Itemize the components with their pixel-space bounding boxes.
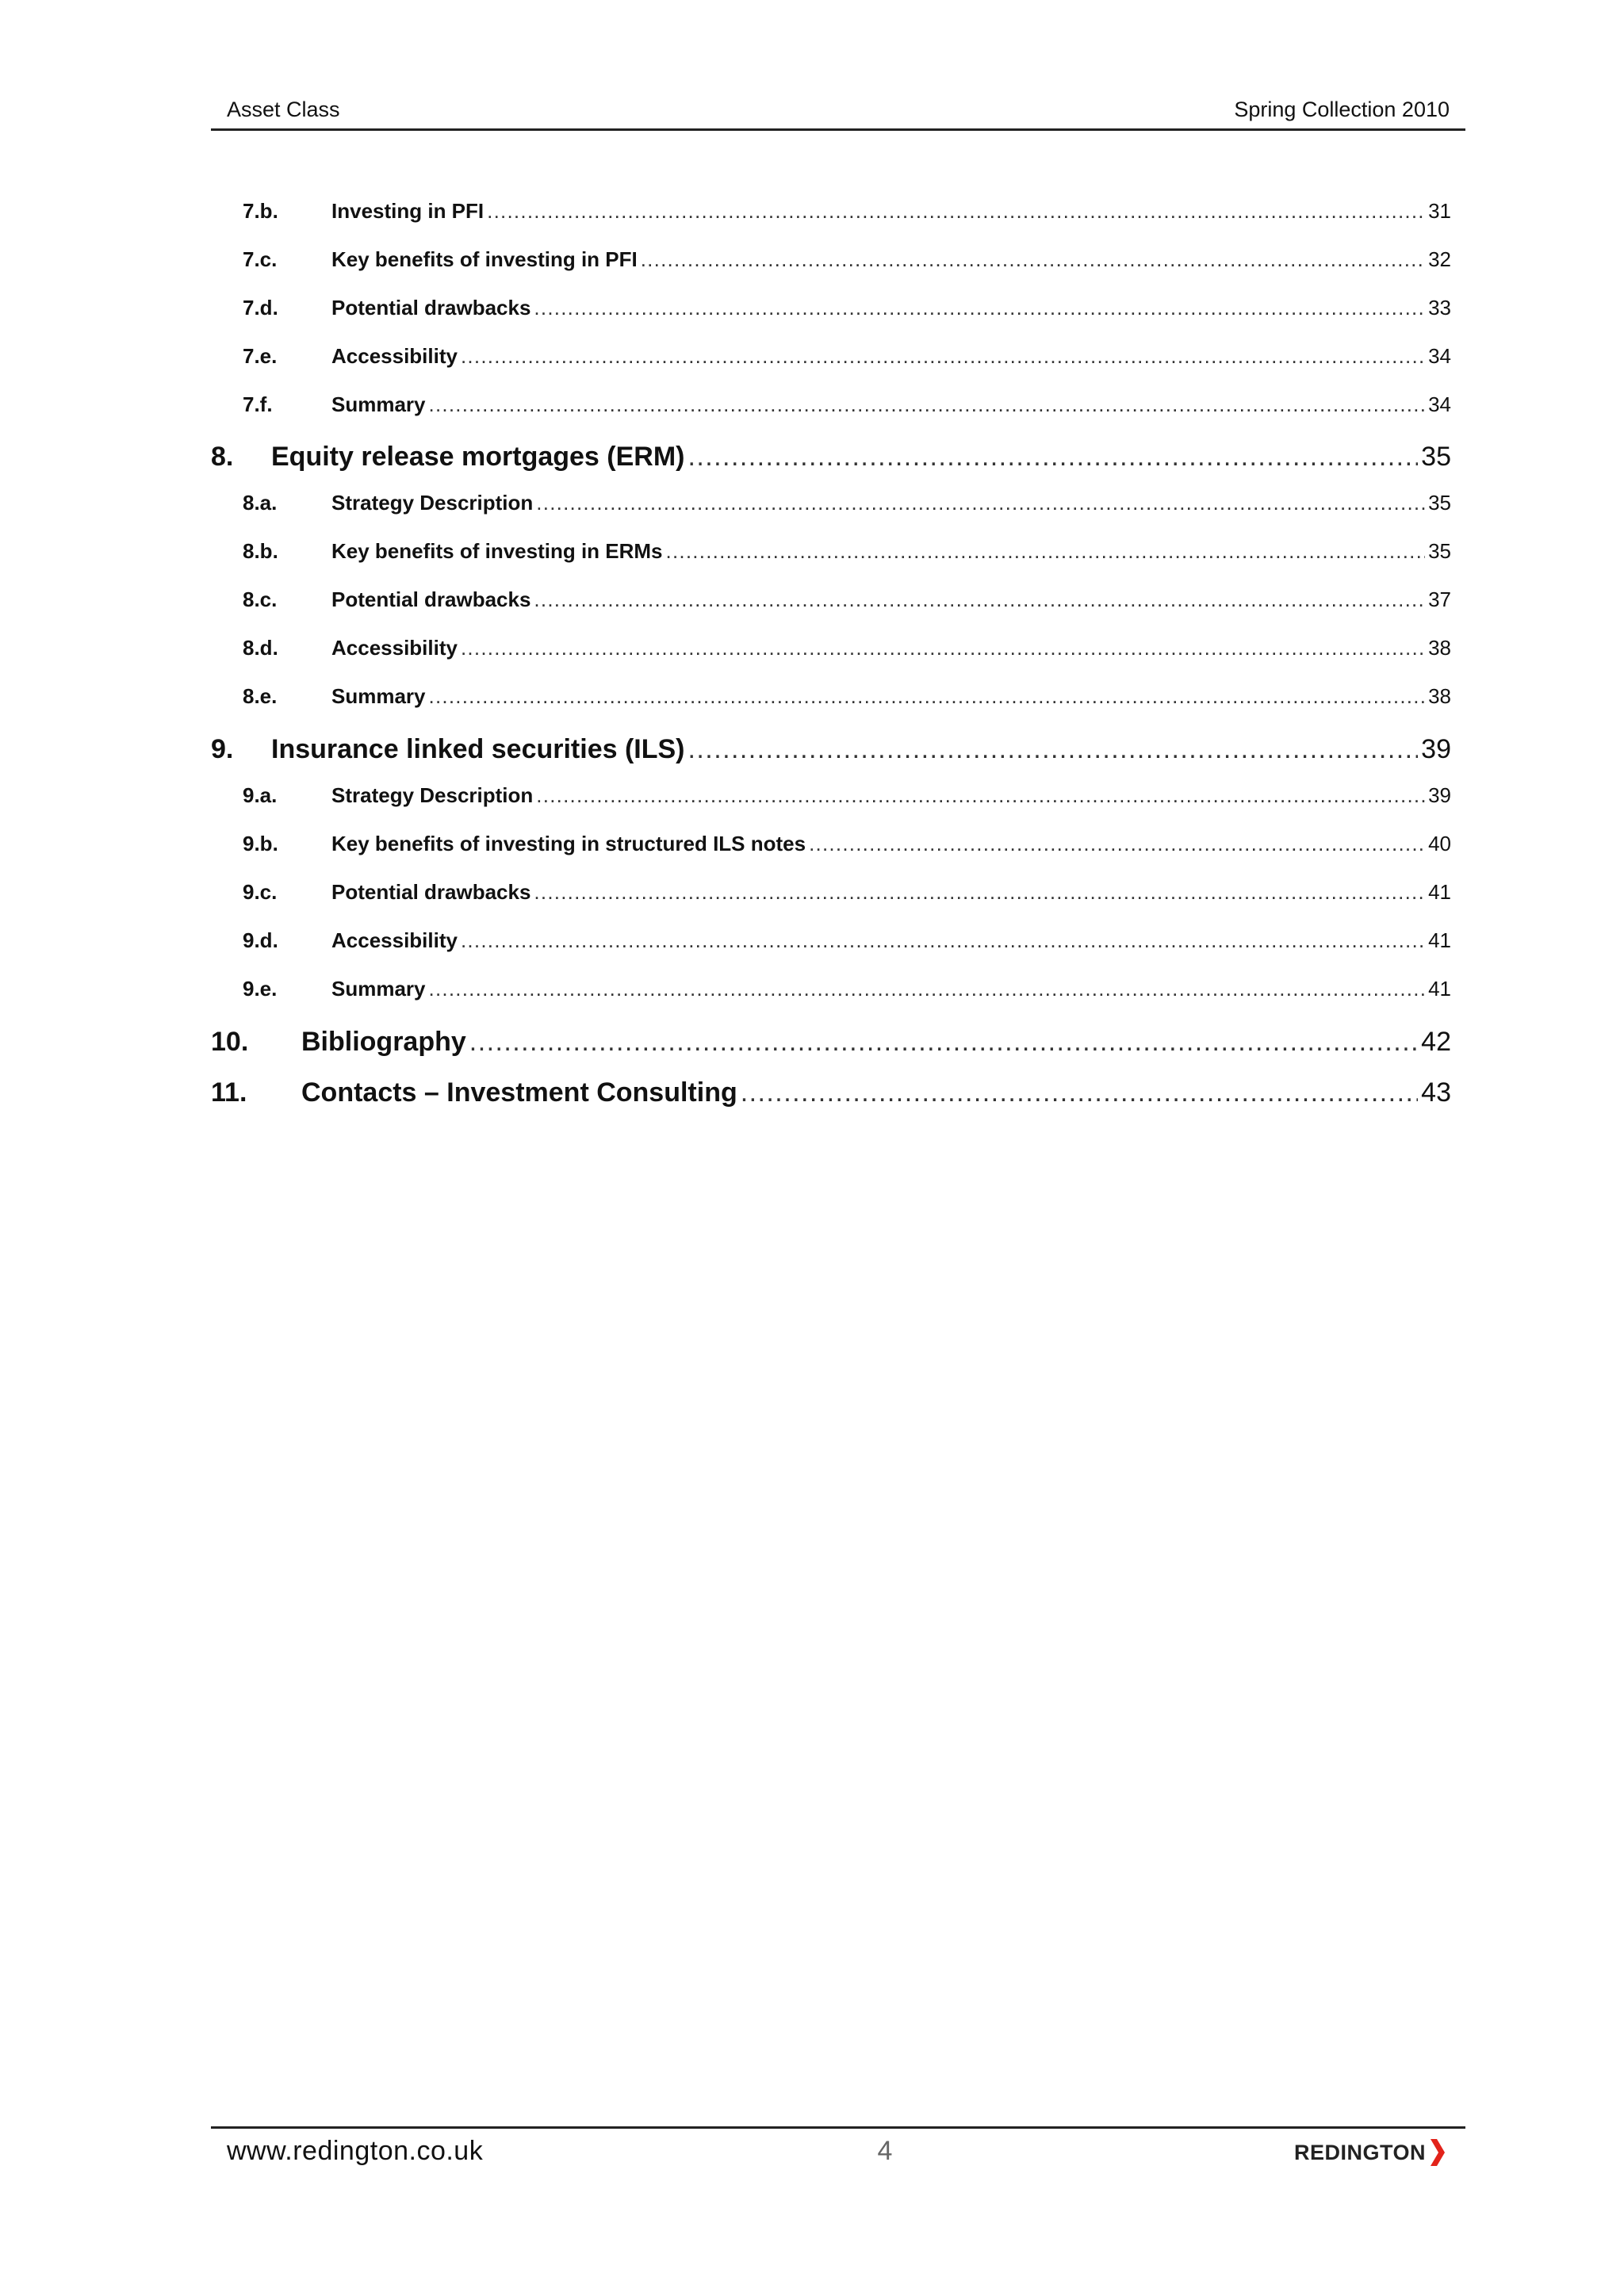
toc-subsection-entry[interactable] <box>211 680 1451 712</box>
toc-subsection-entry[interactable] <box>211 388 1451 420</box>
redington-logo <box>1294 2137 1446 2168</box>
toc-entry-title: Potential drawbacks <box>331 587 531 611</box>
toc-dot-leader <box>741 1073 1418 1112</box>
toc-entry-number: 9. <box>211 734 234 764</box>
toc-subsection-entry[interactable] <box>211 487 1451 519</box>
toc-entry-page: 38 <box>1428 636 1451 660</box>
toc-entry-number: 11. <box>211 1077 247 1108</box>
toc-entry-title: Insurance linked securities (ILS) <box>271 734 685 764</box>
toc-subsection-entry[interactable] <box>211 243 1451 275</box>
toc-entry-title: Key benefits of investing in PFI <box>331 247 638 271</box>
toc-subsection-entry[interactable] <box>211 292 1451 323</box>
toc-entry-title: Key benefits of investing in ERMs <box>331 539 663 563</box>
toc-entry-number: 9.b. <box>243 832 278 855</box>
toc-entry-number: 8. <box>211 442 234 472</box>
toc-entry-number: 8.c. <box>243 587 278 611</box>
toc-entry-page: 35 <box>1421 442 1451 472</box>
toc-section-entry[interactable] <box>211 1022 1451 1062</box>
toc-dot-leader <box>469 1022 1418 1062</box>
toc-subsection-entry[interactable] <box>211 340 1451 372</box>
toc-entry-page: 43 <box>1421 1077 1451 1108</box>
toc-entry-number: 9.e. <box>243 977 278 1001</box>
toc-section-entry[interactable] <box>211 729 1451 769</box>
toc-dot-leader <box>641 243 1425 275</box>
toc-entry-title: Potential drawbacks <box>331 296 531 320</box>
toc-dot-leader <box>688 437 1418 476</box>
toc-dot-leader <box>429 388 1426 420</box>
toc-entry-number: 8.b. <box>243 539 278 563</box>
toc-entry-title: Investing in PFI <box>331 199 485 223</box>
toc-entry-title: Strategy Description <box>331 783 534 807</box>
toc-entry-number: 7.d. <box>243 296 278 320</box>
toc-entry-page: 35 <box>1428 539 1451 563</box>
toc-entry-page: 33 <box>1428 296 1451 320</box>
toc-entry-page: 37 <box>1428 587 1451 611</box>
toc-entry-page: 34 <box>1428 344 1451 368</box>
toc-entry-number: 7.e. <box>243 344 278 368</box>
toc-entry-page: 41 <box>1428 928 1451 952</box>
toc-section-entry[interactable] <box>211 437 1451 476</box>
toc-entry-number: 8.e. <box>243 684 278 708</box>
toc-entry-title: Summary <box>331 977 426 1001</box>
toc-dot-leader <box>534 584 1425 615</box>
toc-entry-page: 32 <box>1428 247 1451 271</box>
toc-entry-number: 8.d. <box>243 636 278 660</box>
toc-entry-page: 41 <box>1428 977 1451 1001</box>
header-section-title: Asset Class <box>227 98 340 121</box>
toc-subsection-entry[interactable] <box>211 195 1451 227</box>
toc-dot-leader <box>536 487 1425 519</box>
toc-entry-title: Contacts – Investment Consulting <box>301 1077 737 1108</box>
toc-entry-number: 7.c. <box>243 247 278 271</box>
toc-entry-title: Potential drawbacks <box>331 880 531 904</box>
toc-dot-leader <box>536 779 1425 811</box>
toc-entry-number: 8.a. <box>243 491 278 515</box>
toc-entry-title: Equity release mortgages (ERM) <box>271 442 685 472</box>
toc-entry-number: 9.c. <box>243 880 278 904</box>
toc-entry-title: Bibliography <box>301 1027 466 1057</box>
toc-entry-title: Summary <box>331 392 426 416</box>
toc-entry-page: 39 <box>1421 734 1451 764</box>
toc-subsection-entry[interactable] <box>211 779 1451 811</box>
toc-subsection-entry[interactable] <box>211 828 1451 859</box>
toc-dot-leader <box>461 632 1425 664</box>
toc-entry-number: 9.a. <box>243 783 278 807</box>
toc-dot-leader <box>666 535 1426 567</box>
toc-subsection-entry[interactable] <box>211 924 1451 956</box>
toc-entry-page: 38 <box>1428 684 1451 708</box>
footer-website-link[interactable]: www.redington.co.uk <box>227 2136 484 2166</box>
toc-subsection-entry[interactable] <box>211 876 1451 908</box>
toc-dot-leader <box>534 876 1425 908</box>
page-header <box>211 94 1465 131</box>
toc-dot-leader <box>534 292 1425 323</box>
toc-dot-leader <box>461 340 1425 372</box>
toc-entry-page: 42 <box>1421 1027 1451 1057</box>
toc-entry-page: 35 <box>1428 491 1451 515</box>
toc-entry-title: Summary <box>331 684 426 708</box>
toc-entry-number: 9.d. <box>243 928 278 952</box>
toc-entry-page: 40 <box>1428 832 1451 855</box>
toc-entry-page: 39 <box>1428 783 1451 807</box>
toc-entry-page: 34 <box>1428 392 1451 416</box>
page-footer <box>211 2126 1465 2176</box>
toc-dot-leader <box>461 924 1425 956</box>
toc-dot-leader <box>429 973 1426 1004</box>
toc-dot-leader <box>688 729 1419 769</box>
toc-entry-title: Accessibility <box>331 636 458 660</box>
toc-entry-title: Key benefits of investing in structured ILS notes <box>331 832 806 855</box>
toc-subsection-entry[interactable] <box>211 632 1451 664</box>
toc-dot-leader <box>487 195 1425 227</box>
toc-entry-number: 10. <box>211 1027 249 1057</box>
toc-subsection-entry[interactable] <box>211 535 1451 567</box>
toc-entry-number: 7.b. <box>243 199 278 223</box>
toc-entry-title: Strategy Description <box>331 491 534 515</box>
logo-wordmark: REDINGTON <box>1293 2140 1426 2164</box>
toc-section-entry[interactable] <box>211 1073 1451 1112</box>
toc-dot-leader <box>429 680 1426 712</box>
toc-dot-leader <box>809 828 1425 859</box>
toc-entry-title: Accessibility <box>331 344 458 368</box>
header-collection-title: Spring Collection 2010 <box>1234 98 1450 121</box>
toc-subsection-entry[interactable] <box>211 584 1451 615</box>
toc-entry-page: 31 <box>1428 199 1451 223</box>
toc-entry-page: 41 <box>1428 880 1451 904</box>
toc-entry-number: 7.f. <box>243 392 273 416</box>
page-number: 4 <box>877 2136 893 2166</box>
toc-entry-title: Accessibility <box>331 928 458 952</box>
toc-subsection-entry[interactable] <box>211 973 1451 1004</box>
logo-chevron-icon <box>1429 2137 1446 2168</box>
